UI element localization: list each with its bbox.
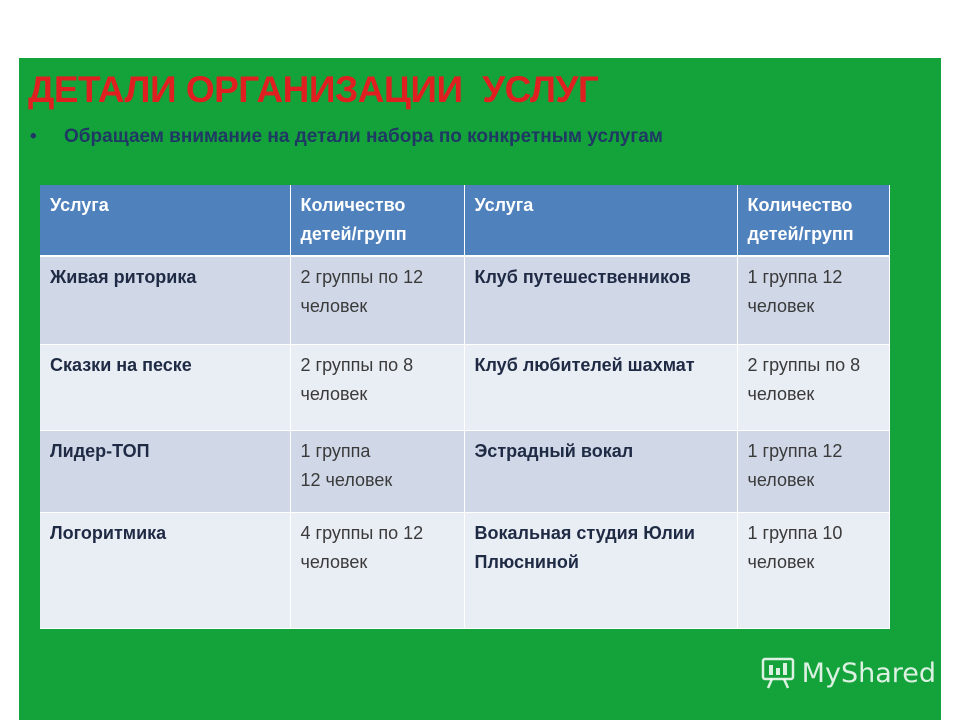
header-service-2: Услуга xyxy=(464,185,737,256)
watermark xyxy=(760,656,936,690)
watermark-text: MyShared xyxy=(801,657,936,689)
group-count: 1 группа 12 человек xyxy=(737,256,889,344)
group-count: 1 группа 12 человек xyxy=(737,430,889,512)
service-name: Клуб любителей шахмат xyxy=(464,344,737,430)
group-count: 2 группы по 12 человек xyxy=(290,256,464,344)
table-row xyxy=(40,344,889,430)
bullet-marker: • xyxy=(30,126,37,147)
service-name: Сказки на песке xyxy=(40,344,290,430)
service-name: Эстрадный вокал xyxy=(464,430,737,512)
header-service-1: Услуга xyxy=(40,185,290,256)
service-name: Живая риторика xyxy=(40,256,290,344)
table-header-row xyxy=(40,185,889,256)
header-count-2: Количество детей/групп xyxy=(737,185,889,256)
service-name: Клуб путешественников xyxy=(464,256,737,344)
table-row xyxy=(40,430,889,512)
service-name: Логоритмика xyxy=(40,512,290,628)
table-row xyxy=(40,256,889,344)
service-name: Лидер-ТОП xyxy=(40,430,290,512)
slide-title: ДЕТАЛИ ОРГАНИЗАЦИИ УСЛУГ xyxy=(28,69,599,110)
group-count: 1 группа 12 человек xyxy=(290,430,464,512)
presentation-board-icon xyxy=(760,656,796,690)
services-table xyxy=(40,185,890,629)
service-name: Вокальная студия Юлии Плюсниной xyxy=(464,512,737,628)
header-count-1: Количество детей/групп xyxy=(290,185,464,256)
bullet-point xyxy=(30,122,663,152)
group-count: 2 группы по 8 человек xyxy=(737,344,889,430)
bullet-text: Обращаем внимание на детали набора по конкретным услугам xyxy=(64,126,663,147)
group-count: 2 группы по 8 человек xyxy=(290,344,464,430)
group-count: 1 группа 10 человек xyxy=(737,512,889,628)
group-count: 4 группы по 12 человек xyxy=(290,512,464,628)
table-row xyxy=(40,512,889,628)
